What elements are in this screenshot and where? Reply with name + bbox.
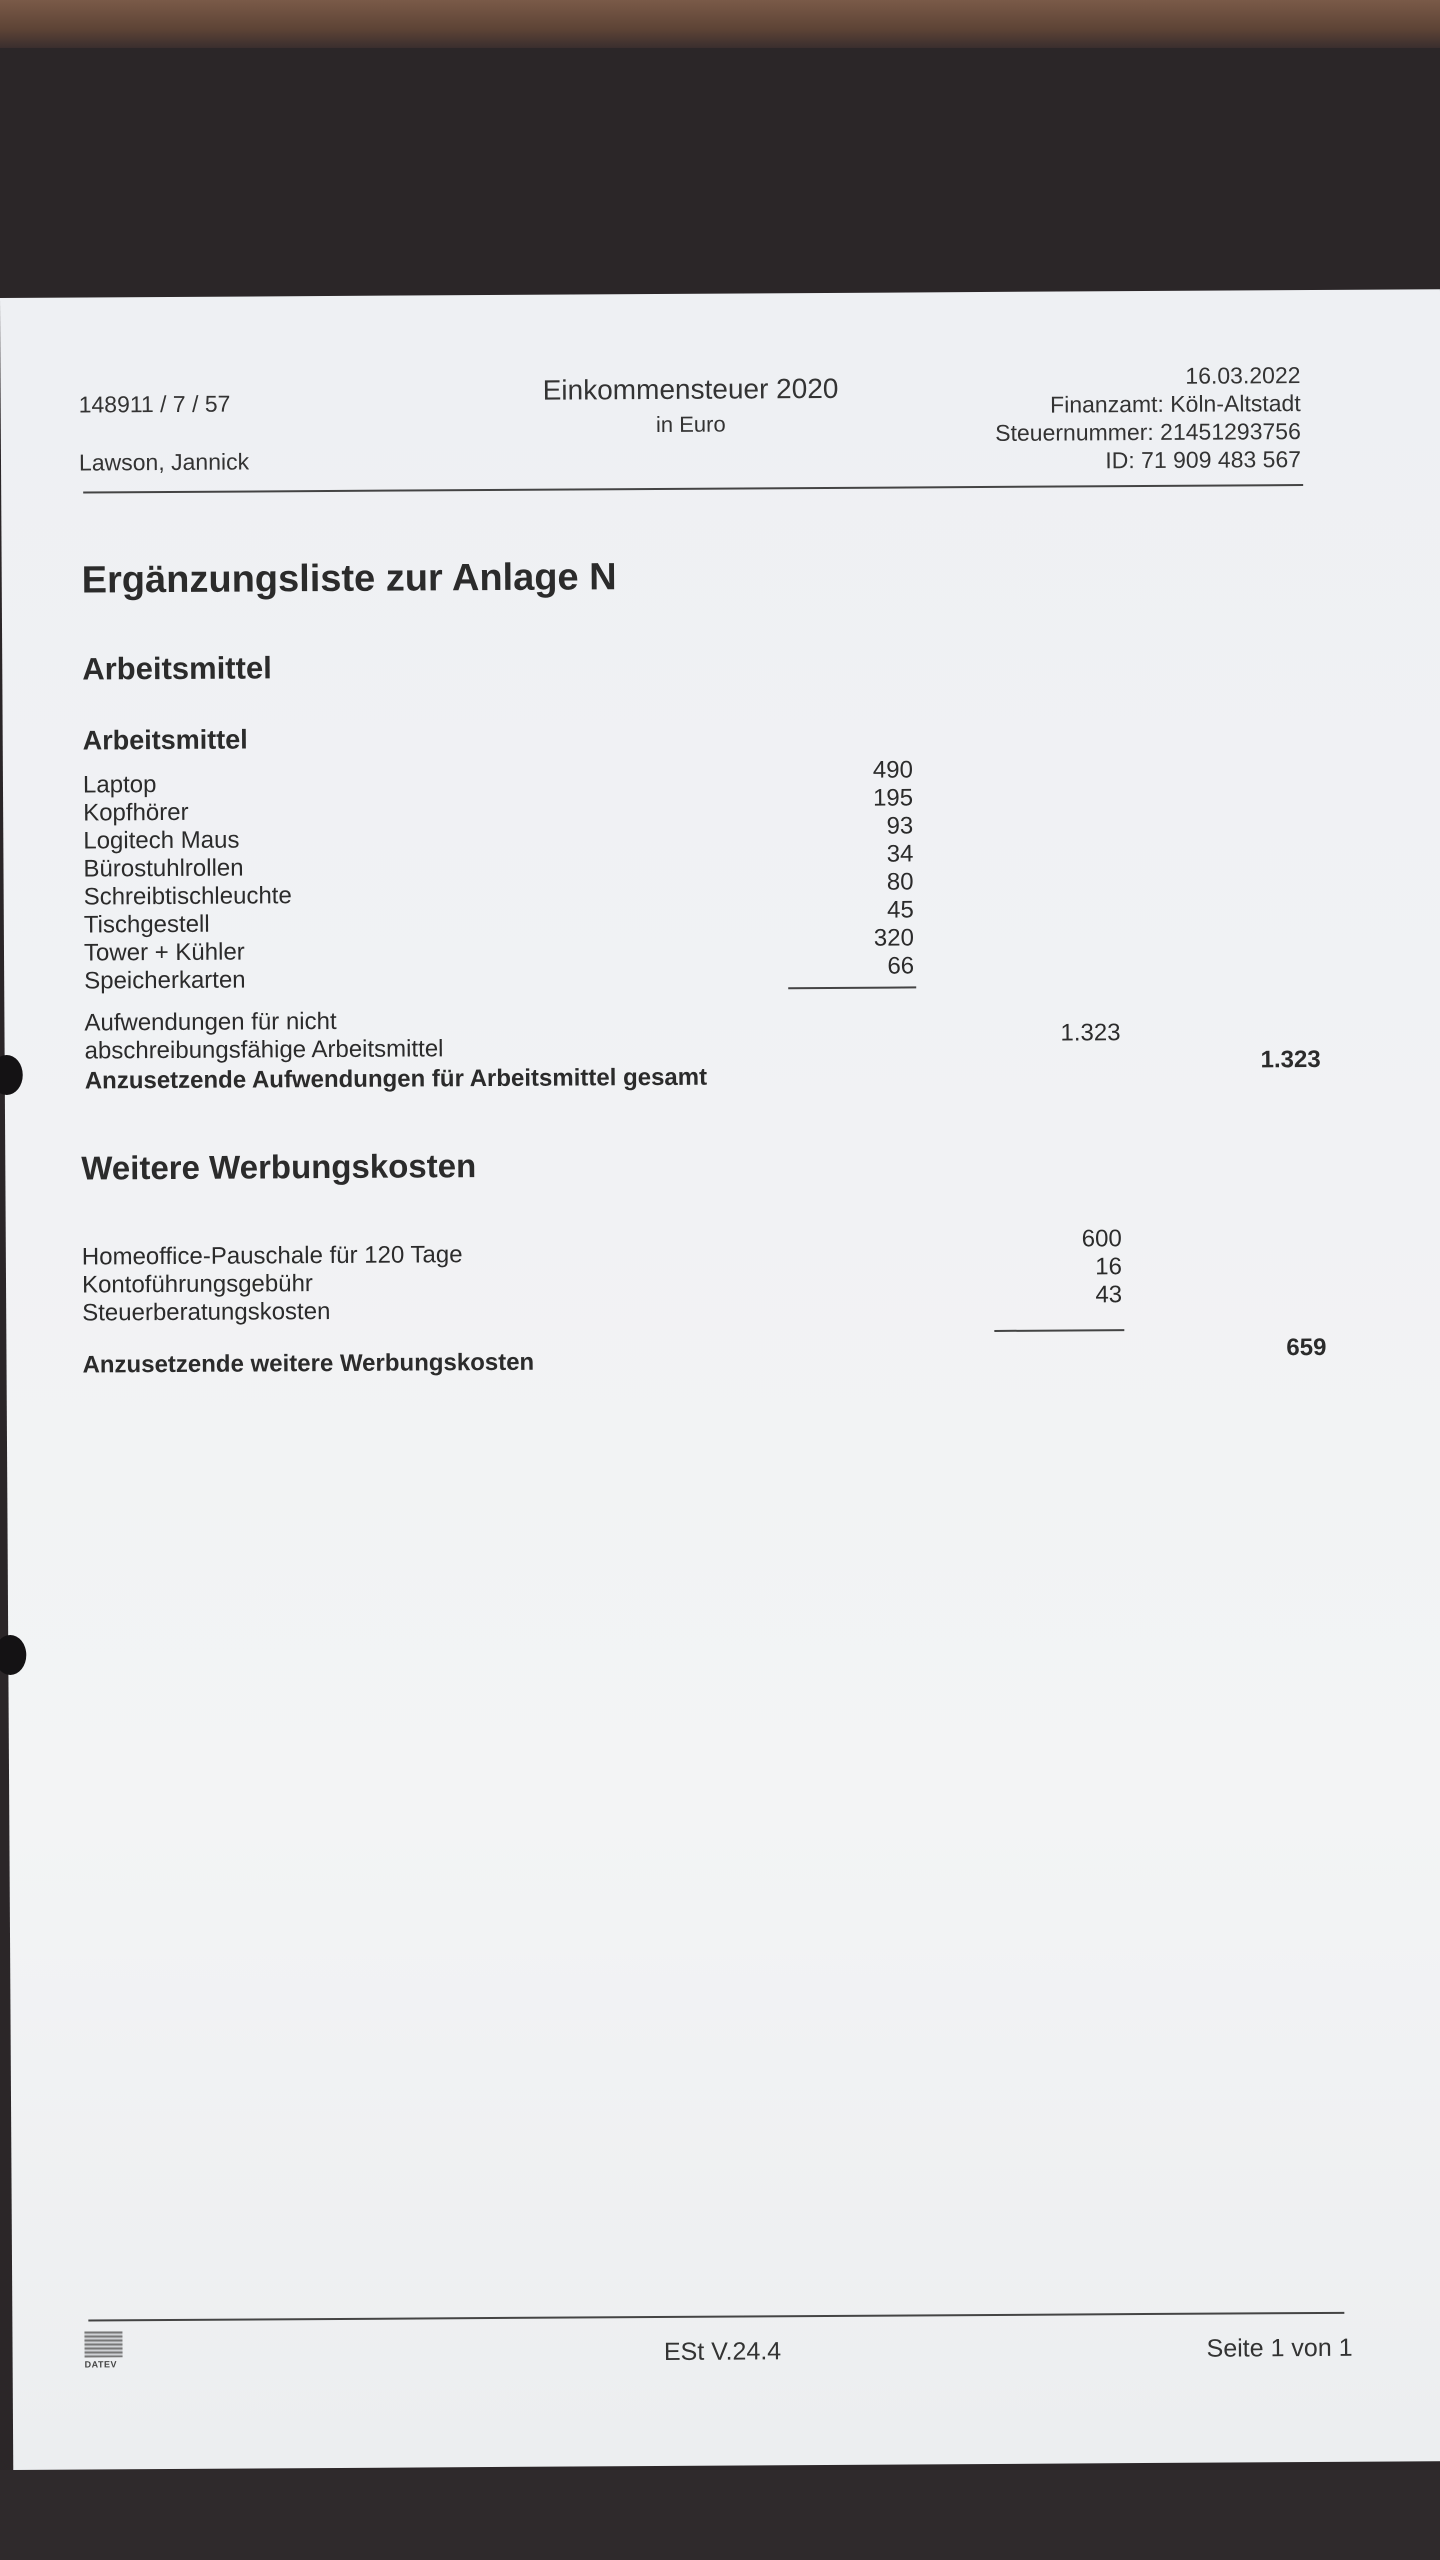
item-value: 195 — [872, 784, 914, 812]
reference-number: 148911 / 7 / 57 — [78, 390, 231, 418]
item-value: 66 — [887, 952, 915, 980]
document-date: 16.03.2022 — [1185, 362, 1301, 389]
list-item: Kontoführungsgebühr — [81, 1270, 313, 1299]
list-item: Bürostuhlrollen — [83, 854, 244, 883]
list-item: Steuerberatungskosten — [82, 1298, 331, 1327]
document-title: Einkommensteuer 2020 — [542, 372, 839, 406]
item-value: 490 — [872, 756, 913, 784]
arbeitsmittel-total-value: 1.323 — [1260, 1045, 1321, 1074]
datev-logo-text: DATEV — [84, 2359, 117, 2370]
aufwendungen-value: 1.323 — [1060, 1019, 1121, 1047]
item-value: 16 — [1095, 1253, 1123, 1281]
werbungskosten-total-value: 659 — [1286, 1333, 1327, 1362]
sum-rule — [994, 1329, 1124, 1332]
punch-hole — [0, 1635, 26, 1675]
page-title: Ergänzungsliste zur Anlage N — [81, 556, 617, 602]
sum-rule — [788, 986, 916, 989]
datev-logo-icon — [84, 2331, 122, 2357]
page-number: Seite 1 von 1 — [1206, 2333, 1353, 2363]
document-page — [0, 289, 1440, 2470]
tax-number: Steuernummer: 21451293756 — [995, 418, 1301, 446]
section-heading-werbungskosten: Weitere Werbungskosten — [81, 1147, 477, 1187]
list-item: Homeoffice-Pauschale für 120 Tage — [81, 1241, 463, 1271]
footer-rule — [88, 2312, 1344, 2322]
header-rule — [83, 484, 1303, 493]
list-item: Tischgestell — [83, 910, 210, 939]
punch-hole — [0, 1055, 23, 1095]
list-item: Tower + Kühler — [83, 938, 245, 967]
aufwendungen-label-line2: abschreibungsfähige Arbeitsmittel — [84, 1035, 444, 1065]
document-subtitle: in Euro — [655, 411, 726, 437]
taxpayer-name: Lawson, Jannick — [78, 448, 250, 476]
datev-logo — [84, 2331, 122, 2369]
tax-office: Finanzamt: Köln-Altstadt — [1050, 390, 1301, 418]
item-value: 43 — [1095, 1281, 1123, 1309]
section-heading-arbeitsmittel: Arbeitsmittel — [82, 650, 272, 687]
arbeitsmittel-total-label: Anzusetzende Aufwendungen für Arbeitsmittel gesamt — [84, 1063, 708, 1095]
desk-bottom — [0, 2470, 1440, 2560]
item-value: 320 — [873, 924, 915, 952]
item-value: 34 — [886, 840, 914, 868]
item-value: 45 — [886, 896, 914, 924]
tax-id: ID: 71 909 483 567 — [1105, 446, 1302, 474]
list-item: Laptop — [82, 771, 157, 799]
list-item: Speicherkarten — [84, 966, 246, 995]
item-value: 80 — [886, 868, 914, 896]
subsection-heading-arbeitsmittel: Arbeitsmittel — [82, 724, 248, 756]
list-item: Logitech Maus — [83, 826, 240, 855]
item-value: 600 — [1081, 1225, 1122, 1253]
list-item: Schreibtischleuchte — [83, 882, 292, 911]
software-version: ESt V.24.4 — [663, 2337, 782, 2366]
item-value: 93 — [886, 812, 914, 840]
werbungskosten-total-label: Anzusetzende weitere Werbungskosten — [82, 1348, 535, 1379]
list-item: Kopfhörer — [83, 798, 189, 827]
aufwendungen-label-line1: Aufwendungen für nicht — [84, 1007, 337, 1037]
desk-background — [0, 0, 1440, 48]
